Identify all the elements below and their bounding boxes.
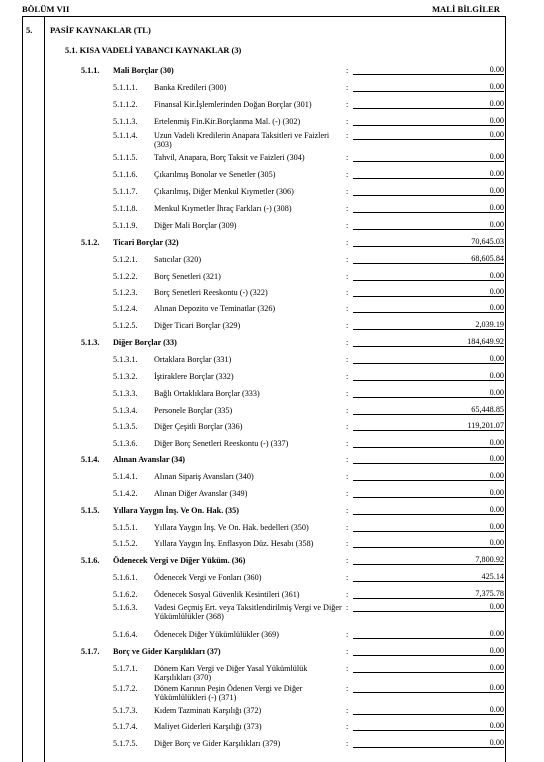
item-label: Finansal Kir.İşlemlerinden Doğan Borçlar (301) <box>154 100 312 109</box>
item-number: 5.1.4.2. <box>113 489 138 498</box>
item-number: 5.1.4.1. <box>113 472 138 481</box>
item-number: 5.1.7.5. <box>113 739 138 748</box>
item-label: Diğer Borç Senetleri Reeskontu (-) (337) <box>154 439 289 448</box>
item-label: Çıkarılmış, Diğer Menkul Kıymetler (306) <box>154 187 294 196</box>
colon-separator: : <box>346 221 349 230</box>
item-number: 5.1.1.2. <box>113 100 138 109</box>
item-value: 7,800.92 <box>353 555 504 565</box>
item-value: 0.00 <box>353 505 504 515</box>
item-value: 184,649.92 <box>353 337 504 347</box>
colon-separator: : <box>346 153 349 162</box>
colon-separator: : <box>346 472 349 481</box>
item-number: 5.1.3.6. <box>113 439 138 448</box>
item-number: 5.1.7.1. <box>113 664 138 673</box>
item-label: Diğer Mali Borçlar (309) <box>154 221 237 230</box>
item-value: 0.00 <box>353 629 504 639</box>
item-label: Alınan Avanslar (34) <box>113 455 186 464</box>
item-label: Banka Kredileri (300) <box>154 83 227 92</box>
colon-separator: : <box>346 66 349 75</box>
colon-separator: : <box>346 272 349 281</box>
item-value: 425.14 <box>353 572 504 582</box>
item-label: Ödenecek Vergi ve Fonları (360) <box>154 573 262 582</box>
colon-separator: : <box>346 630 349 639</box>
item-number: 5.1.3.5. <box>113 422 138 431</box>
item-label: Ödenecek Vergi ve Diğer Yüküm. (36) <box>113 556 246 565</box>
colon-separator: : <box>346 664 349 673</box>
item-number: 5.1.3.3. <box>113 389 138 398</box>
item-label: Mali Borçlar (30) <box>113 66 174 75</box>
item-number: 5.1.1.3. <box>113 117 138 126</box>
item-label: İştiraklere Borçlar (332) <box>154 372 234 381</box>
item-label: Ödenecek Sosyal Güvenlik Kesintileri (361) <box>154 590 300 599</box>
item-value: 0.00 <box>353 602 504 612</box>
item-number: 5.1.3.4. <box>113 406 138 415</box>
item-number: 5.1.7. <box>81 647 100 656</box>
item-value: 0.00 <box>353 705 504 715</box>
item-label: Diğer Çeşitli Borçlar (336) <box>154 422 243 431</box>
item-number: 5.1.2.5. <box>113 321 138 330</box>
item-number: 5.1.2. <box>81 238 100 247</box>
section-header: BÖLÜM VII <box>22 4 70 14</box>
item-value: 0.00 <box>353 371 504 381</box>
item-label: Satıcılar (320) <box>154 255 202 264</box>
item-number: 5.1.1.6. <box>113 170 138 179</box>
item-value: 0.00 <box>353 354 504 364</box>
item-label: Yıllara Yaygın İnş. Enflasyon Düz. Hesabı (358) <box>154 539 314 548</box>
colon-separator: : <box>346 204 349 213</box>
item-value: 0.00 <box>353 646 504 656</box>
item-label: Bağlı Ortaklıklara Borçlar (333) <box>154 389 260 398</box>
colon-separator: : <box>346 406 349 415</box>
item-value: 0.00 <box>353 186 504 196</box>
item-value: 0.00 <box>353 271 504 281</box>
item-value: 70,645.03 <box>353 237 504 247</box>
column-separator <box>44 17 45 762</box>
item-value: 0.00 <box>353 683 504 693</box>
item-value: 0.00 <box>353 152 504 162</box>
item-number: 5.1.1.4. <box>113 131 138 140</box>
colon-separator: : <box>346 288 349 297</box>
item-value: 0.00 <box>353 203 504 213</box>
item-number: 5.1.1.1. <box>113 83 138 92</box>
colon-separator: : <box>346 355 349 364</box>
item-label: Alınan Depozito ve Teminatlar (326) <box>154 304 276 313</box>
item-label: Personele Borçlar (335) <box>154 406 233 415</box>
item-value: 0.00 <box>353 116 504 126</box>
colon-separator: : <box>346 304 349 313</box>
section-title: PASİF KAYNAKLAR (TL) <box>50 25 151 35</box>
item-value: 0.00 <box>353 721 504 731</box>
item-label: Diğer Borçlar (33) <box>113 338 177 347</box>
section-number: 5. <box>26 25 33 35</box>
item-label: Ticari Borçlar (32) <box>113 238 179 247</box>
item-number: 5.1.1.8. <box>113 204 138 213</box>
item-label: Borç ve Gider Karşılıkları (37) <box>113 647 221 656</box>
item-value: 0.00 <box>353 488 504 498</box>
colon-separator: : <box>346 255 349 264</box>
item-number: 5.1.4. <box>81 455 100 464</box>
colon-separator: : <box>346 706 349 715</box>
item-label: Dönem Karının Peşin Ödenen Vergi ve Diğer Yükümlülükleri (-) (371) <box>154 684 303 702</box>
item-number: 5.1.6.1. <box>113 573 138 582</box>
item-value: 0.00 <box>353 388 504 398</box>
item-number: 5.1.7.2. <box>113 684 138 693</box>
colon-separator: : <box>346 489 349 498</box>
item-value: 0.00 <box>353 663 504 673</box>
item-number: 5.1.2.4. <box>113 304 138 313</box>
item-label: Tahvil, Anapara, Borç Taksit ve Faizleri (304) <box>154 153 305 162</box>
item-value: 119,201.07 <box>353 421 504 431</box>
colon-separator: : <box>346 170 349 179</box>
item-number: 5.1.1.5. <box>113 153 138 162</box>
item-label: Diğer Ticari Borçlar (329) <box>154 321 241 330</box>
item-value: 0.00 <box>353 522 504 532</box>
colon-separator: : <box>346 131 349 140</box>
colon-separator: : <box>346 238 349 247</box>
item-label: Borç Senetleri (321) <box>154 272 221 281</box>
colon-separator: : <box>346 439 349 448</box>
item-number: 5.1.2.2. <box>113 272 138 281</box>
item-number: 5.1.6.3. <box>113 603 138 612</box>
colon-separator: : <box>346 100 349 109</box>
colon-separator: : <box>346 722 349 731</box>
item-label: Diğer Borç ve Gider Karşılıkları (379) <box>154 739 281 748</box>
subsection-title: 5.1. KISA VADELİ YABANCI KAYNAKLAR (3) <box>65 46 242 55</box>
item-number: 5.1.3. <box>81 338 100 347</box>
item-number: 5.1.1. <box>81 66 100 75</box>
item-value: 0.00 <box>353 82 504 92</box>
item-number: 5.1.7.4. <box>113 722 138 731</box>
item-label: Ortaklara Borçlar (331) <box>154 355 232 364</box>
item-number: 5.1.5. <box>81 506 100 515</box>
item-label: Çıkarılmış Bonolar ve Senetler (305) <box>154 170 276 179</box>
item-number: 5.1.3.2. <box>113 372 138 381</box>
item-value: 7,375.78 <box>353 589 504 599</box>
item-label: Ödenecek Diğer Yükümlülükler (369) <box>154 630 279 639</box>
item-label: Borç Senetleri Reeskontu (-) (322) <box>154 288 268 297</box>
item-number: 5.1.6.4. <box>113 630 138 639</box>
item-number: 5.1.2.1. <box>113 255 138 264</box>
item-number: 5.1.6.2. <box>113 590 138 599</box>
item-label: Yıllara Yaygın İnş. Ve On. Hak. bedelleri (350) <box>154 523 309 532</box>
document-header: MALİ BİLGİLER <box>431 4 500 14</box>
item-label: Kıdem Tazminatı Karşılığı (372) <box>154 706 262 715</box>
item-label: Alınan Diğer Avanslar (349) <box>154 489 248 498</box>
item-number: 5.1.6. <box>81 556 100 565</box>
item-value: 0.00 <box>353 287 504 297</box>
colon-separator: : <box>346 455 349 464</box>
item-label: Dönem Karı Vergi ve Diğer Yasal Yükümlülük Karşılıkları (370) <box>154 664 308 682</box>
colon-separator: : <box>346 506 349 515</box>
colon-separator: : <box>346 117 349 126</box>
colon-separator: : <box>346 422 349 431</box>
item-value: 65,448.85 <box>353 405 504 415</box>
item-value: 0.00 <box>353 438 504 448</box>
item-value: 0.00 <box>353 454 504 464</box>
item-number: 5.1.7.3. <box>113 706 138 715</box>
item-number: 5.1.5.2. <box>113 539 138 548</box>
colon-separator: : <box>346 603 349 612</box>
item-label: Ertelenmiş Fin.Kir.Borçlanma Mal. (-) (302) <box>154 117 301 126</box>
colon-separator: : <box>346 590 349 599</box>
colon-separator: : <box>346 523 349 532</box>
colon-separator: : <box>346 389 349 398</box>
item-number: 5.1.5.1. <box>113 523 138 532</box>
colon-separator: : <box>346 338 349 347</box>
item-value: 0.00 <box>353 130 504 140</box>
item-label: Yıllara Yaygın İnş. Ve On. Hak. (35) <box>113 506 239 515</box>
colon-separator: : <box>346 187 349 196</box>
item-value: 0.00 <box>353 99 504 109</box>
item-value: 0.00 <box>353 220 504 230</box>
item-label: Uzun Vadeli Kredilerin Anapara Taksitleri ve Faizleri (303) <box>154 131 330 149</box>
item-label: Vadesi Geçmiş Ert. veya Taksitlendirilmiş Vergi ve Diğer Yükümlülükler (368) <box>154 603 342 621</box>
colon-separator: : <box>346 573 349 582</box>
item-number: 5.1.2.3. <box>113 288 138 297</box>
item-value: 0.00 <box>353 471 504 481</box>
colon-separator: : <box>346 647 349 656</box>
item-label: Menkul Kıymetler İhraç Farkları (-) (308) <box>154 204 292 213</box>
item-value: 0.00 <box>353 65 504 75</box>
item-number: 5.1.1.7. <box>113 187 138 196</box>
colon-separator: : <box>346 539 349 548</box>
colon-separator: : <box>346 556 349 565</box>
item-number: 5.1.1.9. <box>113 221 138 230</box>
colon-separator: : <box>346 83 349 92</box>
item-number: 5.1.3.1. <box>113 355 138 364</box>
item-value: 0.00 <box>353 303 504 313</box>
item-value: 0.00 <box>353 538 504 548</box>
colon-separator: : <box>346 739 349 748</box>
colon-separator: : <box>346 372 349 381</box>
item-value: 0.00 <box>353 738 504 748</box>
item-value: 2,039.19 <box>353 320 504 330</box>
item-value: 68,605.84 <box>353 254 504 264</box>
item-label: Maliyet Giderleri Karşılığı (373) <box>154 722 262 731</box>
colon-separator: : <box>346 684 349 693</box>
colon-separator: : <box>346 321 349 330</box>
item-label: Alınan Sipariş Avansları (340) <box>154 472 254 481</box>
item-value: 0.00 <box>353 169 504 179</box>
